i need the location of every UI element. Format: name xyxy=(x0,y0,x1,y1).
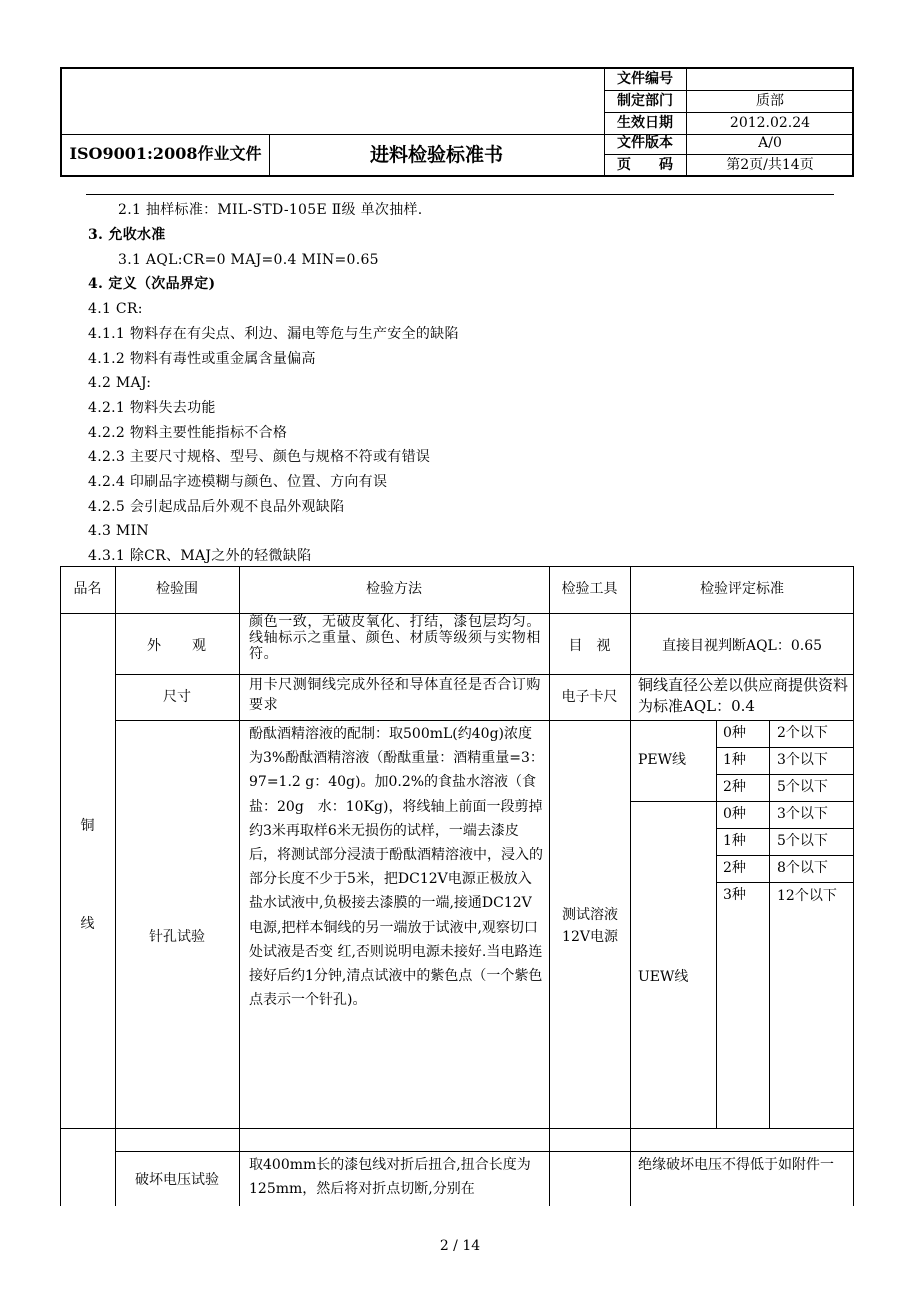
definition-line: 4.1 CR: xyxy=(88,301,143,317)
table-grid-line xyxy=(716,720,717,1128)
uew-limit: 5个以下 xyxy=(777,833,828,849)
table-border xyxy=(60,566,61,1206)
header-label-page: 页 码 xyxy=(617,157,673,173)
tool-size: 电子卡尺 xyxy=(561,689,618,705)
page-number: 2 / 14 xyxy=(439,1238,481,1254)
table-grid-line xyxy=(716,828,854,829)
header-label-doc-number: 文件编号 xyxy=(617,71,673,87)
header-label-department: 制定部门 xyxy=(617,93,673,109)
column-header-standard: 检验评定标准 xyxy=(700,581,784,597)
column-header-product: 品名 xyxy=(73,581,102,597)
header-label-version: 文件版本 xyxy=(617,135,673,151)
definition-line: 4.2.3 主要尺寸规格、型号、颜色与规格不符或有错误 xyxy=(88,449,431,465)
definition-line: 4.1.1 物料存在有尖点、利边、漏电等危与生产安全的缺陷 xyxy=(88,326,459,342)
pew-grade: 2种 xyxy=(723,779,746,795)
table-grid-line xyxy=(549,566,550,1206)
table-grid-line xyxy=(60,1128,854,1129)
sampling-standard: 2.1 抽样标准：MIL-STD-105E Ⅱ级 单次抽样. xyxy=(118,202,423,218)
header-value-department: 质部 xyxy=(756,93,784,109)
header-value-page: 第2页/共14页 xyxy=(726,157,814,173)
table-grid-line xyxy=(115,720,854,721)
standard-size: 铜线直径公差以供应商提供资料为标准AQL：0.4 xyxy=(638,676,849,715)
definition-line: 4.2.2 物料主要性能指标不合格 xyxy=(88,425,288,441)
header-value-effective-date: 2012.02.24 xyxy=(729,115,811,131)
pew-grade: 0种 xyxy=(723,725,746,741)
header-value-version: A/0 xyxy=(758,135,782,151)
header-rule xyxy=(86,194,834,195)
uew-grade: 2种 xyxy=(723,860,746,876)
definition-line: 4.1.2 物料有毒性或重金属含量偏高 xyxy=(88,351,316,367)
table-grid-line xyxy=(716,774,854,775)
table-grid-line xyxy=(716,855,854,856)
definition-line: 4.2.4 印刷品字迹模糊与颜色、位置、方向有误 xyxy=(88,474,388,490)
uew-limit: 12个以下 xyxy=(777,888,837,904)
table-border xyxy=(60,566,854,567)
table-grid-line xyxy=(769,720,770,1128)
definition-line: 4.3 MIN xyxy=(88,523,149,539)
standard-appearance: 直接目视判断AQL：0.65 xyxy=(661,638,823,654)
method-size: 用卡尺测铜线完成外径和导体直径是否合订购要求 xyxy=(249,677,541,713)
uew-limit: 8个以下 xyxy=(777,860,828,876)
item-appearance: 外 观 xyxy=(147,638,207,654)
document-system: ISO9001:2008作业文件 xyxy=(69,144,262,163)
table-grid-line xyxy=(630,801,854,802)
column-header-scope: 检验围 xyxy=(156,581,198,597)
pew-wire-label: PEW线 xyxy=(638,752,687,768)
table-grid-line xyxy=(115,566,116,1206)
uew-grade: 3种 xyxy=(723,887,746,903)
standard-breakdown-voltage: 绝缘破坏电压不得低于如附件一 xyxy=(638,1157,834,1173)
table-grid-line xyxy=(716,747,854,748)
method-appearance: 颜色一致，无破皮氧化、打结，漆包层均匀。线轴标示之重量、颜色、材质等级须与实物相符。 xyxy=(249,614,541,662)
definition-line: 4.2.1 物料失去功能 xyxy=(88,400,216,416)
tool-pinhole-test: 测试溶液12V电源 xyxy=(562,907,618,945)
column-header-method: 检验方法 xyxy=(366,581,422,597)
definition-line: 4.2.5 会引起成品后外观不良品外观缺陷 xyxy=(88,499,345,515)
table-grid-line xyxy=(115,1151,854,1152)
uew-limit: 3个以下 xyxy=(777,806,828,822)
pew-limit: 3个以下 xyxy=(777,752,828,768)
pew-limit: 5个以下 xyxy=(777,779,828,795)
product-name-char: 铜 xyxy=(80,818,95,834)
section-heading-definition: 4. 定义（次品界定) xyxy=(88,276,216,292)
definition-line: 4.2 MAJ: xyxy=(88,375,152,391)
inspection-table xyxy=(60,566,854,1206)
document-header xyxy=(60,67,854,177)
column-header-tool: 检验工具 xyxy=(561,581,618,597)
definition-line: 4.3.1 除CR、MAJ之外的轻微缺陷 xyxy=(88,548,312,564)
item-size: 尺寸 xyxy=(163,689,191,705)
section-heading-aql: 3. 允收水准 xyxy=(88,227,166,243)
pew-grade: 1种 xyxy=(723,752,746,768)
product-name-char: 线 xyxy=(80,916,95,932)
table-grid-line xyxy=(630,566,631,1206)
item-pinhole-test: 针孔试验 xyxy=(149,929,205,945)
table-grid-line xyxy=(239,566,240,1206)
method-pinhole-test: 酚酞酒精溶液的配制：取500mL(约40g)浓度为3%酚酞酒精溶液（酚酞重量：酒精重量=3：97=1.2 g：40g)。加0.2%的食盐水溶液（食盐：20g 水：10Kg)，将线轴上前面一段剪掉约3米再取样6米无损伤的试样，一端去漆皮后，将测试部分浸渍于酚酞酒精溶液中，浸入的部分长度不少于5米，把DC12V电源正极放入盐水试液中,负极接去漆膜的一端,接通DC12V电源,把样本铜线的另一端放于试液中,观察切口处试液是否变 红,否则说明电源未接好.当电路连接好后约1分钟,清点试液中的紫色点（一个紫色点表示一个针孔)。 xyxy=(249,726,544,1009)
uew-grade: 1种 xyxy=(723,833,746,849)
pew-limit: 2个以下 xyxy=(777,725,828,741)
aql-values: 3.1 AQL:CR=0 MAJ=0.4 MIN=0.65 xyxy=(118,252,379,268)
uew-grade: 0种 xyxy=(723,806,746,822)
table-border xyxy=(853,566,854,1206)
header-label-effective-date: 生效日期 xyxy=(617,115,673,131)
document-title: 进料检验标准书 xyxy=(369,144,503,166)
uew-wire-label: UEW线 xyxy=(638,969,689,985)
method-breakdown-voltage: 取400mm长的漆包线对折后扭合,扭合长度为125mm，然后将对折点切断,分别在 xyxy=(249,1157,531,1197)
item-breakdown-voltage: 破坏电压试验 xyxy=(135,1172,219,1188)
tool-appearance: 目 视 xyxy=(568,638,611,654)
table-grid-line xyxy=(716,882,854,883)
